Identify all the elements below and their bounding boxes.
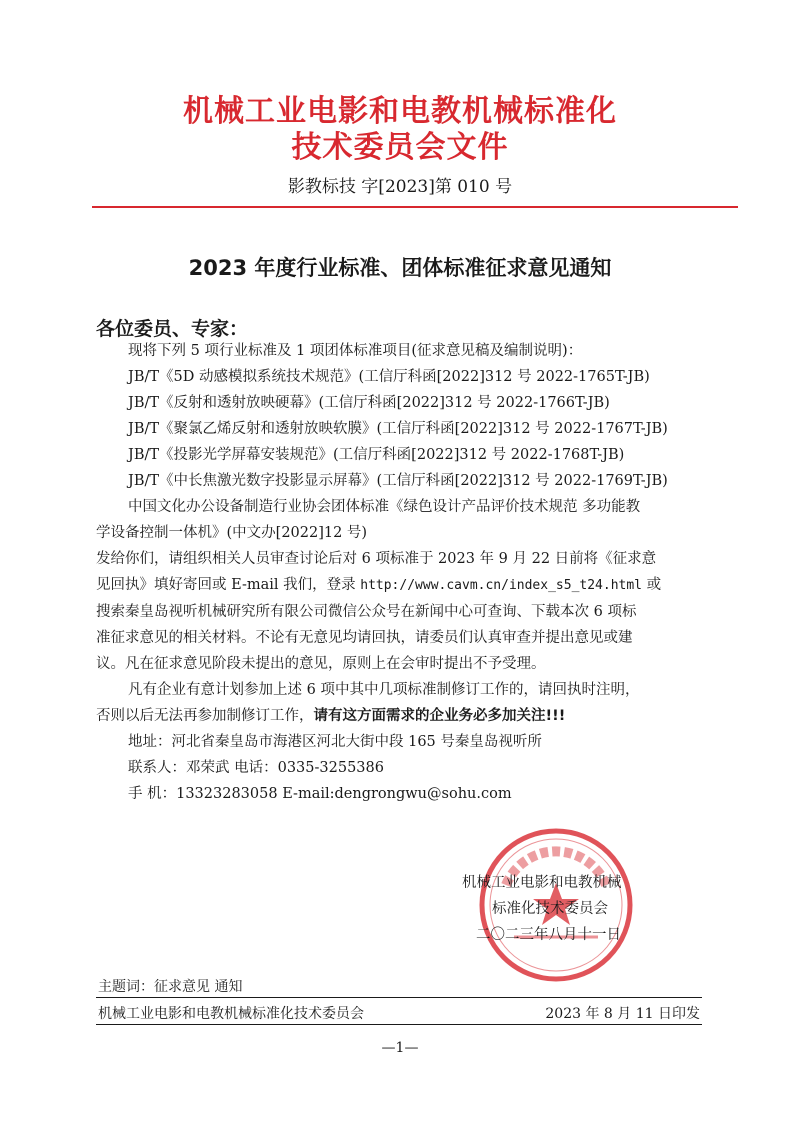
intro-line: 现将下列 5 项行业标准及 1 项团体标准项目(征求意见稿及编制说明)： xyxy=(128,343,583,359)
standard-item-4: JB/T《投影光学屏幕安装规范》(工信厅科函[2022]312 号 2022-1768T-JB) xyxy=(128,447,625,463)
salutation: 各位委员、专家： xyxy=(96,318,249,340)
website-link[interactable]: http://www.cavm.cn/index_s5_t24.html xyxy=(360,578,643,593)
standard-item-2: JB/T《反射和透射放映硬幕》(工信厅科函[2022]312 号 2022-1766T-JB) xyxy=(128,395,610,411)
group-standard-line2: 学设备控制一体机》(中文办[2022]12 号) xyxy=(96,525,368,541)
emphasis-note: 请有这方面需求的企业务必多加关注!!! xyxy=(313,708,566,724)
para1-line4: 准征求意见的相关材料。不论有无意见均请回执，请委员们认真审查并提出意见或建 xyxy=(96,630,633,646)
para2-line1: 凡有企业有意计划参加上述 6 项中其中几项标准制修订工作的，请回执时注明， xyxy=(128,682,640,698)
group-standard-line1: 中国文化办公设备制造行业协会团体标准《绿色设计产品评价技术规范 多功能教 xyxy=(128,499,641,515)
page-number: —1— xyxy=(381,1040,419,1056)
org-title-line1: 机械工业电影和电教机械标准化 xyxy=(183,94,617,129)
signature-org-line1: 机械工业电影和电教机械 xyxy=(462,875,622,891)
standard-item-3: JB/T《聚氯乙烯反射和透射放映软膜》(工信厅科函[2022]312 号 2022-1767T-JB) xyxy=(128,421,668,437)
standard-item-5: JB/T《中长焦激光数字投影显示屏幕》(工信厅科函[2022]312 号 2022-1769T-JB) xyxy=(128,473,668,489)
para1-line2-b: 或 xyxy=(642,577,662,593)
subject-keywords: 主题词：征求意见 通知 xyxy=(98,979,243,995)
notice-body xyxy=(96,338,716,807)
footer-divider-bottom xyxy=(96,1024,702,1025)
issued-date: 2023 年 8 月 11 日印发 xyxy=(545,1006,700,1022)
document-number: 影教标技 字[2023]第 010 号 xyxy=(287,177,513,197)
signature-date: 二〇二三年八月十一日 xyxy=(476,927,621,943)
para2-line2-a: 否则以后无法再参加制修订工作， xyxy=(96,708,314,724)
standard-item-1: JB/T《5D 动感模拟系统技术规范》(工信厅科函[2022]312 号 2022-1765T-JB) xyxy=(128,369,650,385)
para1-line2 xyxy=(96,572,716,599)
para1-line2-a: 见回执》填好寄回或 E-mail 我们，登录 xyxy=(96,577,361,593)
header-divider xyxy=(92,206,738,208)
para2-line2 xyxy=(96,703,716,729)
para1-line1: 发给你们，请组织相关人员审查讨论后对 6 项标准于 2023 年 9 月 22 日前将《征求意 xyxy=(96,551,657,567)
mobile-email-line: 手 机：13323283058 E-mail:dengrongwu@sohu.com xyxy=(128,786,512,802)
signature-org-line2: 标准化技术委员会 xyxy=(492,901,608,917)
address-line: 地址：河北省秦皇岛市海港区河北大街中段 165 号秦皇岛视听所 xyxy=(128,734,542,750)
para1-line3: 搜索秦皇岛视听机械研究所有限公司微信公众号在新闻中心可查询、下载本次 6 项标 xyxy=(96,604,637,620)
para1-line5: 议。凡在征求意见阶段未提出的意见，原则上在会审时提出不予受理。 xyxy=(96,656,546,672)
org-title-line2: 技术委员会文件 xyxy=(291,130,509,165)
issuer: 机械工业电影和电教机械标准化技术委员会 xyxy=(98,1006,364,1022)
footer-divider-top xyxy=(96,997,702,998)
notice-title: 2023 年度行业标准、团体标准征求意见通知 xyxy=(188,256,612,280)
contact-line: 联系人：邓荣武 电话：0335-3255386 xyxy=(128,760,384,776)
